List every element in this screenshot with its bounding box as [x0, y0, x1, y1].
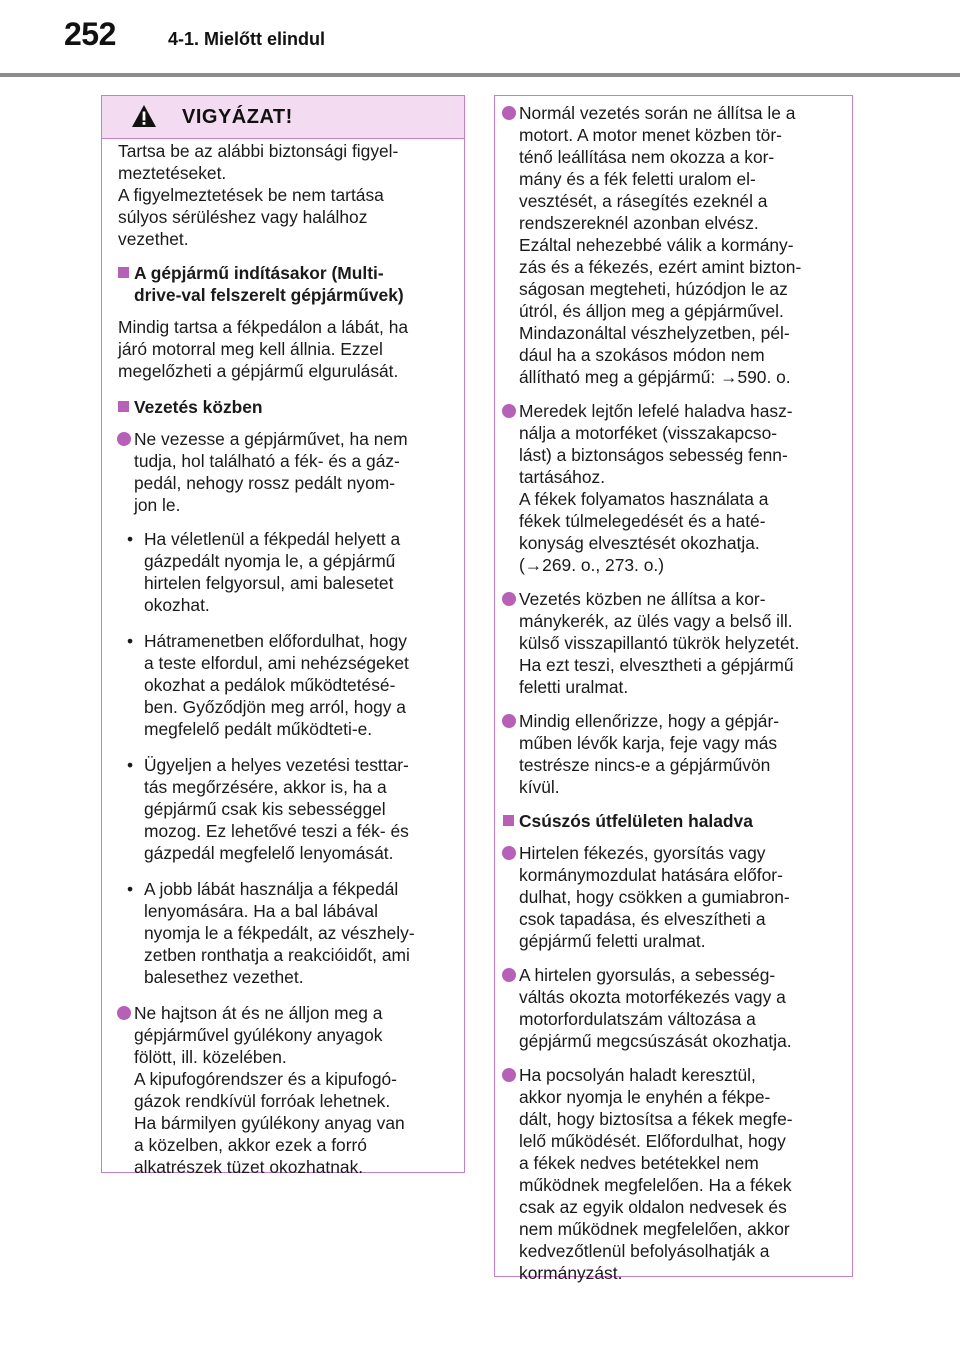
warning-triangle-icon — [131, 104, 157, 128]
bullet-item — [503, 400, 844, 576]
text-line: A hirtelen gyorsulás, a sebesség- — [519, 965, 776, 985]
round-bullet-icon — [502, 592, 516, 606]
text-line: A gépjármű indításakor (Multi- — [134, 263, 384, 283]
sub-bullet-text — [144, 631, 409, 739]
text-line: mány és a fék feletti uralom el- — [519, 169, 756, 189]
text-line: járó motorral meg kell állnia. Ezzel — [118, 339, 383, 359]
warning-box — [101, 95, 465, 1177]
text-line: gázpedált nyomja le, a gépjármű — [144, 551, 396, 571]
text-line: ben. Győződjön meg arról, hogy a — [144, 697, 406, 717]
text-line: zetben ronthatja a reakcióidőt, ami — [144, 945, 410, 965]
text-line: kormánymozdulat hatására előfor- — [519, 865, 783, 885]
text-line: pedál, nehogy rossz pedált nyom- — [134, 473, 396, 493]
text-line: okozhat a pedálok működtetésé- — [144, 675, 396, 695]
text-line: tás megőrzésére, akkor is, ha a — [144, 777, 387, 797]
text-line: gázpedál megfelelő lenyomását. — [144, 843, 394, 863]
subheading-text — [134, 263, 404, 305]
text-line: drive-val felszerelt gépjárművek) — [134, 285, 404, 305]
text-line: a teste elfordul, ami nehézségeket — [144, 653, 409, 673]
sub-bullet-item — [118, 630, 454, 740]
text-line: dált, hogy biztosítsa a fékek megfe- — [519, 1109, 793, 1129]
text-line: gépjármű megcsúszását okozhatja. — [519, 1031, 792, 1051]
text-line: fékek túlmelegedését és a haté- — [519, 511, 766, 531]
text-line: Ezáltal nehezebbé válik a kormány- — [519, 235, 794, 255]
text-line: megfelelő pedált működteti-e. — [144, 719, 373, 739]
text-line: lást) a biztonságos sebesség fenn- — [519, 445, 788, 465]
text-line: Mindig tartsa a fékpedálon a lábát, ha — [118, 317, 409, 337]
text-line: mozog. Ez lehetővé teszi a fék- és — [144, 821, 409, 841]
round-bullet-icon — [502, 714, 516, 728]
sub-bullet-item — [118, 878, 454, 988]
warning-header — [102, 96, 464, 139]
sub-bullet-text — [144, 755, 409, 863]
text-line: hirtelen felgyorsul, ami balesetet — [144, 573, 394, 593]
bullet-item — [118, 1002, 454, 1178]
text-line: nálja a motorféket (visszakapcso- — [519, 423, 778, 443]
text-line: testrésze nincs-e a gépjárművön — [519, 755, 771, 775]
bullet-text — [519, 589, 799, 697]
warning-box-continued — [494, 95, 853, 1283]
text-line: Tartsa be az alábbi biztonsági figyel- — [118, 141, 399, 161]
warning-intro — [118, 140, 454, 250]
header-divider — [0, 73, 960, 77]
text-line: csak az egyik oldalon nedvesek és — [519, 1197, 787, 1217]
round-bullet-icon — [502, 846, 516, 860]
text-line: motort. A motor menet közben tör- — [519, 125, 782, 145]
text-line: mánykerék, az ülés vagy a belső ill. — [519, 611, 793, 631]
text-line: fölött, ill. közelében. — [134, 1047, 287, 1067]
round-bullet-icon — [502, 404, 516, 418]
sub-bullet-item — [118, 528, 454, 616]
warning-content-continued — [503, 102, 844, 1296]
text-line: Mindazonáltal vészhelyzetben, pél- — [519, 323, 790, 343]
text-line: akkor nyomja le enyhén a fékpe- — [519, 1087, 771, 1107]
subheading-slippery — [503, 810, 844, 832]
text-line: balesethez vezethet. — [144, 967, 304, 987]
text-line: ténő leállítása nem okozza a kor- — [519, 147, 775, 167]
text-line: Hátramenetben előfordulhat, hogy — [144, 631, 407, 651]
text-line: ságosan megteheti, húzódjon le az — [519, 279, 788, 299]
text-line: nem működnek megfelelően, akkor — [519, 1219, 790, 1239]
text-line: rendszereknél azonban elvész. — [519, 213, 759, 233]
text-line: Csúszós útfelületen haladva — [519, 811, 753, 831]
section-title: 4-1. Mielőtt elindul — [168, 29, 326, 49]
text-line: gépjárművel gyúlékony anyagok — [134, 1025, 383, 1045]
text-line: A fékek folyamatos használata a — [519, 489, 769, 509]
bullet-text — [519, 965, 792, 1051]
square-bullet-icon — [118, 401, 129, 412]
text-line: gázok rendkívül forróak lehetnek. — [134, 1091, 391, 1111]
square-bullet-icon — [503, 815, 514, 826]
subheading-start — [118, 262, 454, 306]
text-line: súlyos sérüléshez vagy halálhoz — [118, 207, 368, 227]
subheading-text — [519, 811, 753, 831]
text-line: A kipufogórendszer és a kipufogó- — [134, 1069, 397, 1089]
text-line: működnek megfelelően. Ha a fékek — [519, 1175, 792, 1195]
round-bullet-icon — [117, 432, 131, 446]
text-line: útról, és álljon meg a gépjárművel. — [519, 301, 784, 321]
text-line: gépjármű feletti uralmat. — [519, 931, 706, 951]
text-line: állítható meg a gépjármű: →590. o. — [519, 367, 791, 387]
bullet-text — [134, 429, 408, 515]
round-bullet-icon — [502, 968, 516, 982]
text-line: motorfordulatszám változása a — [519, 1009, 756, 1029]
text-line: kívül. — [519, 777, 560, 797]
page-header — [0, 0, 960, 80]
text-line: Ha bármilyen gyúlékony anyag van — [134, 1113, 405, 1133]
text-line: okozhat. — [144, 595, 210, 615]
sub-bullet-text — [144, 879, 415, 987]
bullet-text — [134, 1003, 405, 1177]
bullet-item — [503, 588, 844, 698]
text-line: dául ha a szokásos módon nem — [519, 345, 765, 365]
text-line: Ha pocsolyán haladt keresztül, — [519, 1065, 756, 1085]
text-line: váltás okozta motorfékezés vagy a — [519, 987, 786, 1007]
text-line: Mindig ellenőrizze, hogy a gépjár- — [519, 711, 780, 731]
text-line: zás és a fékezés, ezért amint bizton- — [519, 257, 802, 277]
bullet-item — [503, 710, 844, 798]
dot-bullet-icon: • — [127, 755, 134, 775]
subheading-driving — [118, 396, 454, 418]
bullet-text — [519, 1065, 793, 1283]
text-line: kormányzást. — [519, 1263, 623, 1283]
page-number: 252 — [64, 16, 116, 52]
square-bullet-icon — [118, 267, 129, 278]
text-line: nyomja le a fékpedált, az vészhely- — [144, 923, 415, 943]
text-line: alkatrészek tüzet okozhatnak. — [134, 1157, 364, 1177]
paragraph-text — [118, 316, 454, 382]
text-line: A jobb lábát használja a fékpedál — [144, 879, 399, 899]
round-bullet-icon — [117, 1006, 131, 1020]
text-line: Vezetés közben — [134, 397, 263, 417]
text-line: külső visszapillantó tükrök helyzetét. — [519, 633, 800, 653]
bullet-item — [503, 1064, 844, 1284]
text-line: Vezetés közben ne állítsa a kor- — [519, 589, 766, 609]
text-line: A figyelmeztetések be nem tartása — [118, 185, 384, 205]
text-line: meztetéseket. — [118, 163, 227, 183]
text-line: műben lévők karja, feje vagy más — [519, 733, 778, 753]
text-line: csok tapadása, és elveszítheti a — [519, 909, 766, 929]
sub-bullet-text — [144, 529, 400, 615]
text-line: a közelben, akkor ezek a forró — [134, 1135, 367, 1155]
dot-bullet-icon: • — [127, 529, 134, 549]
text-line: vezethet. — [118, 229, 189, 249]
text-line: lelő működését. Előfordulhat, hogy — [519, 1131, 786, 1151]
bullet-item — [503, 842, 844, 952]
dot-bullet-icon: • — [127, 631, 134, 651]
text-line: lenyomására. Ha a bal lábával — [144, 901, 378, 921]
subheading-text — [134, 397, 263, 417]
text-line: jon le. — [134, 495, 181, 515]
text-line: Ha véletlenül a fékpedál helyett a — [144, 529, 401, 549]
text-line: (→269. o., 273. o.) — [519, 555, 665, 575]
bullet-text — [519, 711, 779, 797]
text-line: konyság elvesztését okozhatja. — [519, 533, 760, 553]
warning-content — [118, 140, 454, 1190]
text-line: tartásához. — [519, 467, 606, 487]
text-line: gépjármű csak kis sebességgel — [144, 799, 386, 819]
text-line: megelőzheti a gépjármű elgurulását. — [118, 361, 399, 381]
bullet-item — [503, 964, 844, 1052]
text-line: feletti uralmat. — [519, 677, 629, 697]
warning-title: VIGYÁZAT! — [182, 106, 293, 128]
bullet-item — [118, 428, 454, 516]
text-line: Meredek lejtőn lefelé haladva hasz- — [519, 401, 793, 421]
text-line: Normál vezetés során ne állítsa le a — [519, 103, 796, 123]
bullet-text — [519, 843, 790, 951]
bullet-item — [503, 102, 844, 388]
text-line: Ne vezesse a gépjárművet, ha nem — [134, 429, 408, 449]
text-line: Hirtelen fékezés, gyorsítás vagy — [519, 843, 766, 863]
text-line: Ha ezt teszi, elvesztheti a gépjármű — [519, 655, 794, 675]
text-line: tudja, hol található a fék- és a gáz- — [134, 451, 400, 471]
sub-bullet-item — [118, 754, 454, 864]
round-bullet-icon — [502, 1068, 516, 1082]
text-line: dulhat, hogy csökken a gumiabron- — [519, 887, 790, 907]
text-line: kedvezőtlenül befolyásolhatják a — [519, 1241, 770, 1261]
dot-bullet-icon: • — [127, 879, 134, 899]
bullet-text — [519, 103, 801, 387]
bullet-text — [519, 401, 793, 575]
text-line: a fékek nedves betétekkel nem — [519, 1153, 759, 1173]
text-line: vesztését, a rásegítés ezeknél a — [519, 191, 768, 211]
text-line: Ügyeljen a helyes vezetési testtar- — [144, 755, 409, 775]
round-bullet-icon — [502, 106, 516, 120]
text-line: Ne hajtson át és ne álljon meg a — [134, 1003, 383, 1023]
